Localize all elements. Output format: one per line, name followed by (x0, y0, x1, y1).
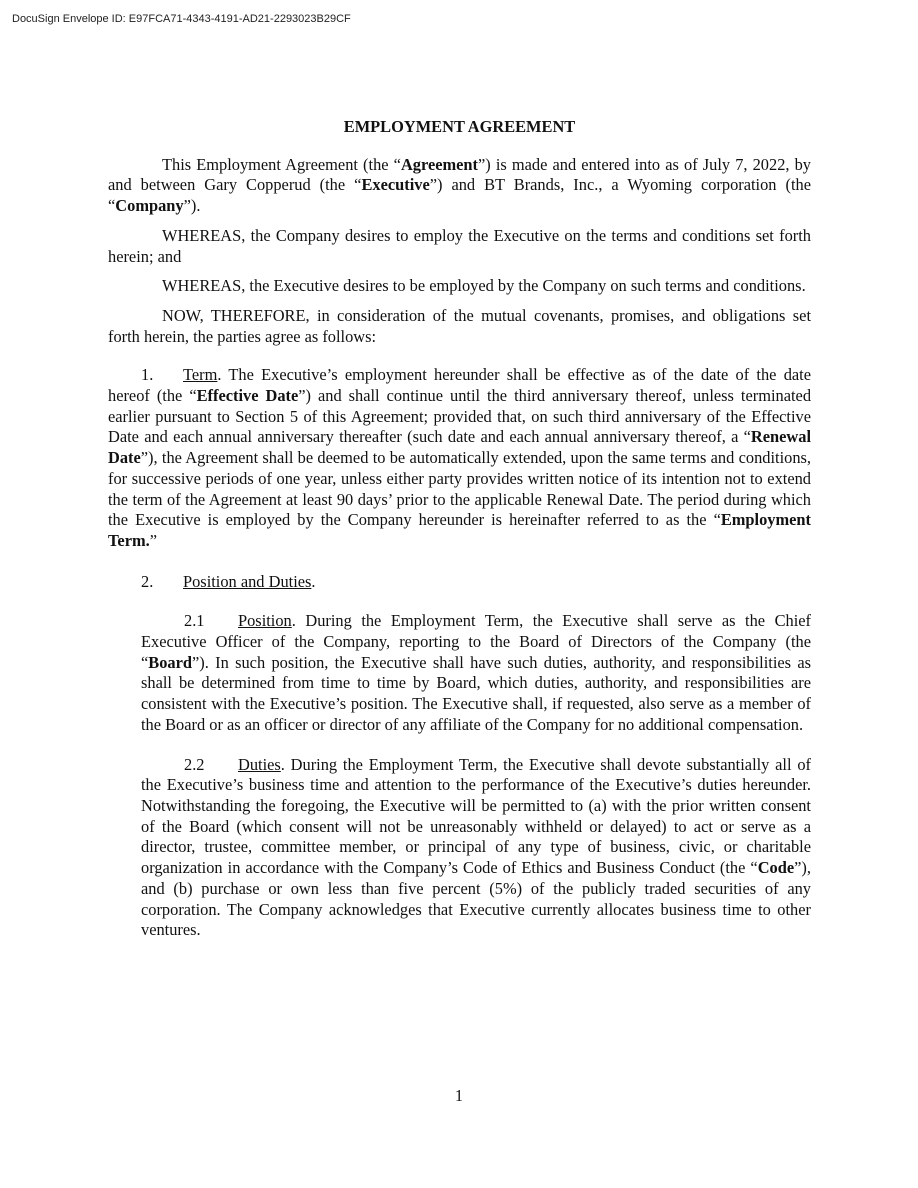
defined-term-executive: Executive (361, 175, 430, 195)
defined-term-company: Company (115, 196, 184, 216)
subsection-number: 2.1 (184, 611, 205, 631)
defined-term-employment-term: Employment Term. (108, 510, 811, 550)
section-text: ” (149, 530, 158, 550)
section-text: . The Executive’s employment hereunder shall be effective as of the date of the date hereof (the “ (108, 365, 811, 406)
intro-paragraph (108, 155, 811, 217)
document-body (108, 117, 811, 941)
defined-term-board: Board (148, 652, 192, 672)
defined-term-effective-date: Effective Date (196, 386, 299, 406)
subsection-text: ”). In such position, the Executive shall have such duties, authority, and responsibilities as shall be determined from time to time by Board, which duties, authority, and responsibilities are consistent with the Executive’s position. The Executive shall, if requested, also serve as a member of the Board or as an officer or director of any affiliate of the Company for no additional compensation. (141, 652, 811, 734)
whereas-paragraph-2: WHEREAS, the Executive desires to be employed by the Company on such terms and conditions. (162, 276, 806, 296)
subsection-text: . During the Employment Term, the Executive shall serve as the Chief Executive Officer of the Company, reporting to the Board of Directors of the Company (the “ (141, 611, 811, 672)
defined-term-agreement: Agreement (400, 154, 479, 174)
section-number: 1. (141, 365, 154, 385)
whereas-paragraph-1: WHEREAS, the Company desires to employ the Executive on the terms and conditions set forth herein; and (108, 225, 811, 266)
section-text: ”), the Agreement shall be deemed to be automatically extended, upon the same terms and conditions, for successive periods of one year, unless either party provides written notice of its intention not to extend the term of the Agreement at least 90 days’ prior to the applicable Renewal Date. The period during which the Executive is employed by the Company hereunder is hereinafter referred to as the “ (108, 448, 811, 530)
section-term (108, 365, 811, 551)
intro-text: ”) is made and entered into as of July 7, 2022, by and between Gary Copperud (the “ (108, 154, 811, 195)
subsection-position (108, 611, 811, 735)
intro-text: This Employment Agreement (the “ (162, 154, 401, 174)
intro-text: ”) and BT Brands, Inc., a Wyoming corporation (the “ (108, 175, 811, 216)
subsection-text: ”), and (b) purchase or own less than five percent (5%) of the publicly traded securities of any corporation. The Company acknowledges that Executive currently allocates business time to other ventures. (141, 858, 811, 940)
intro-text: ”). (183, 196, 201, 216)
section-text: . (311, 571, 316, 591)
docusign-envelope-id: DocuSign Envelope ID: E97FCA71-4343-4191-AD21-2293023B29CF (12, 13, 351, 25)
defined-term-renewal-date: Renewal Date (108, 427, 811, 468)
section-heading: Term (183, 365, 218, 385)
section-position-duties (108, 572, 811, 593)
section-heading: Position and Duties (183, 571, 312, 591)
section-number: 2. (141, 571, 154, 591)
page-number: 1 (454, 1086, 464, 1105)
section-text: ”) and shall continue until the third anniversary thereof, unless terminated earlier pursuant to Section 5 of this Agreement; provided that, on such third anniversary of the Effective Date and each annual anniversary thereafter (such date and each annual anniversary thereof, a “ (108, 386, 812, 447)
subsection-duties (108, 755, 811, 941)
subsection-text: . During the Employment Term, the Executive shall devote substantially all of the Executive’s business time and attention to the performance of the Executive’s duties hereunder. Notwithstanding the foregoing, the Executive will be permitted to (a) with the prior written consent of the Board (which consent will not be unreasonably withheld or delayed) to act or serve as a director, trustee, committee member, or principal of any type of business, civic, or charitable organization in accordance with the Company’s Code of Ethics and Business Conduct (the “ (141, 754, 811, 878)
document-title: EMPLOYMENT AGREEMENT (343, 117, 576, 136)
subsection-heading: Position (238, 611, 292, 631)
subsection-number: 2.2 (184, 754, 205, 774)
defined-term-code: Code (757, 858, 795, 878)
now-therefore-paragraph: NOW, THEREFORE, in consideration of the mutual covenants, promises, and obligations set forth herein, the parties agree as follows: (108, 305, 811, 346)
subsection-heading: Duties (238, 754, 281, 774)
